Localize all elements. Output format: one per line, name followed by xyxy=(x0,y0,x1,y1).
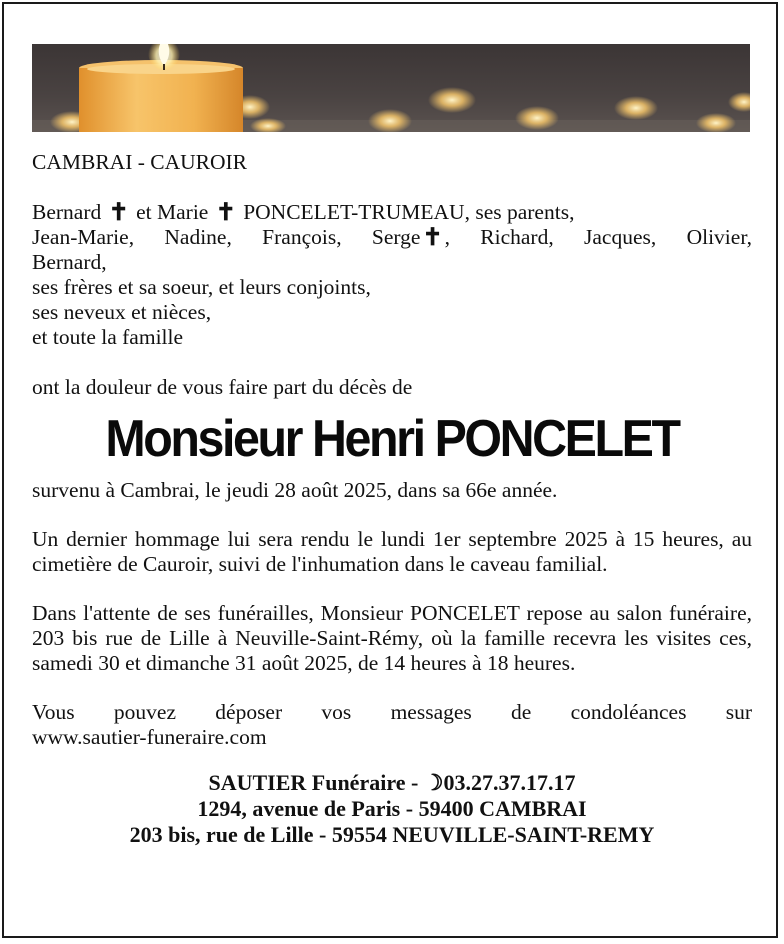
family-list xyxy=(32,200,752,350)
family-line-nephews: ses neveux et nièces, xyxy=(32,300,212,324)
candle-banner-image xyxy=(32,44,750,132)
phone-icon: ☽ xyxy=(423,770,444,795)
family-name-bernard: Bernard xyxy=(32,200,102,224)
family-line-siblings xyxy=(32,225,752,250)
funeral-home-phone[interactable]: 03.27.37.17.17 xyxy=(443,770,576,795)
family-siblings-part2: , Richard, Jacques, Olivier, xyxy=(444,225,752,249)
visitation-paragraph: Dans l'attente de ses funérailles, Monsieur PONCELET repose au salon funéraire, 203 bis rue de Lille à Neuville-Saint-Rémy, où la famille recevra les visites ces, samedi 30 et dimanche 31 août 2025, de 14 heures à 18 heures. xyxy=(32,601,752,675)
funeral-home-address-cambrai: 1294, avenue de Paris - 59400 CAMBRAI xyxy=(197,796,587,821)
cross-icon: ✝ xyxy=(422,225,443,251)
cross-icon: ✝ xyxy=(108,200,129,226)
family-siblings-part1: Jean-Marie, Nadine, François, Serge xyxy=(32,225,421,249)
announcement-text: ont la douleur de vous faire part du décès de xyxy=(32,375,413,399)
ceremony-paragraph: Un dernier hommage lui sera rendu le lundi 1er septembre 2025 à 15 heures, au cimetière de Cauroir, suivi de l'inhumation dans le caveau familial. xyxy=(32,527,752,576)
funeral-home-name: SAUTIER Funéraire - xyxy=(208,770,424,795)
cross-icon: ✝ xyxy=(215,200,236,226)
family-line-whole-family: et toute la famille xyxy=(32,325,184,349)
deceased-name: Monsieur Henri PONCELET xyxy=(105,410,679,468)
funeral-home-address-neuville: 203 bis, rue de Lille - 59554 NEUVILLE-SAINT-REMY xyxy=(129,822,655,847)
family-name-marie: et Marie xyxy=(136,200,209,224)
death-details: survenu à Cambrai, le jeudi 28 août 2025, dans sa 66e année. xyxy=(32,478,558,502)
notice-content xyxy=(32,150,752,848)
family-line-parents xyxy=(32,200,752,225)
location-heading: CAMBRAI - CAUROIR xyxy=(32,150,248,174)
funeral-home-block xyxy=(32,770,752,848)
funeral-home-line1 xyxy=(32,770,752,796)
condolences-paragraph xyxy=(32,700,752,750)
family-surname-parents: PONCELET-TRUMEAU, ses parents, xyxy=(243,200,575,224)
family-line-siblings-spouses: ses frères et sa soeur, et leurs conjoints, xyxy=(32,275,371,299)
condolences-text: Vous pouvez déposer vos messages de condoléances sur xyxy=(32,700,752,724)
condolences-url-link[interactable]: www.sautier-funeraire.com xyxy=(32,725,267,749)
family-line-bernard: Bernard, xyxy=(32,250,107,274)
